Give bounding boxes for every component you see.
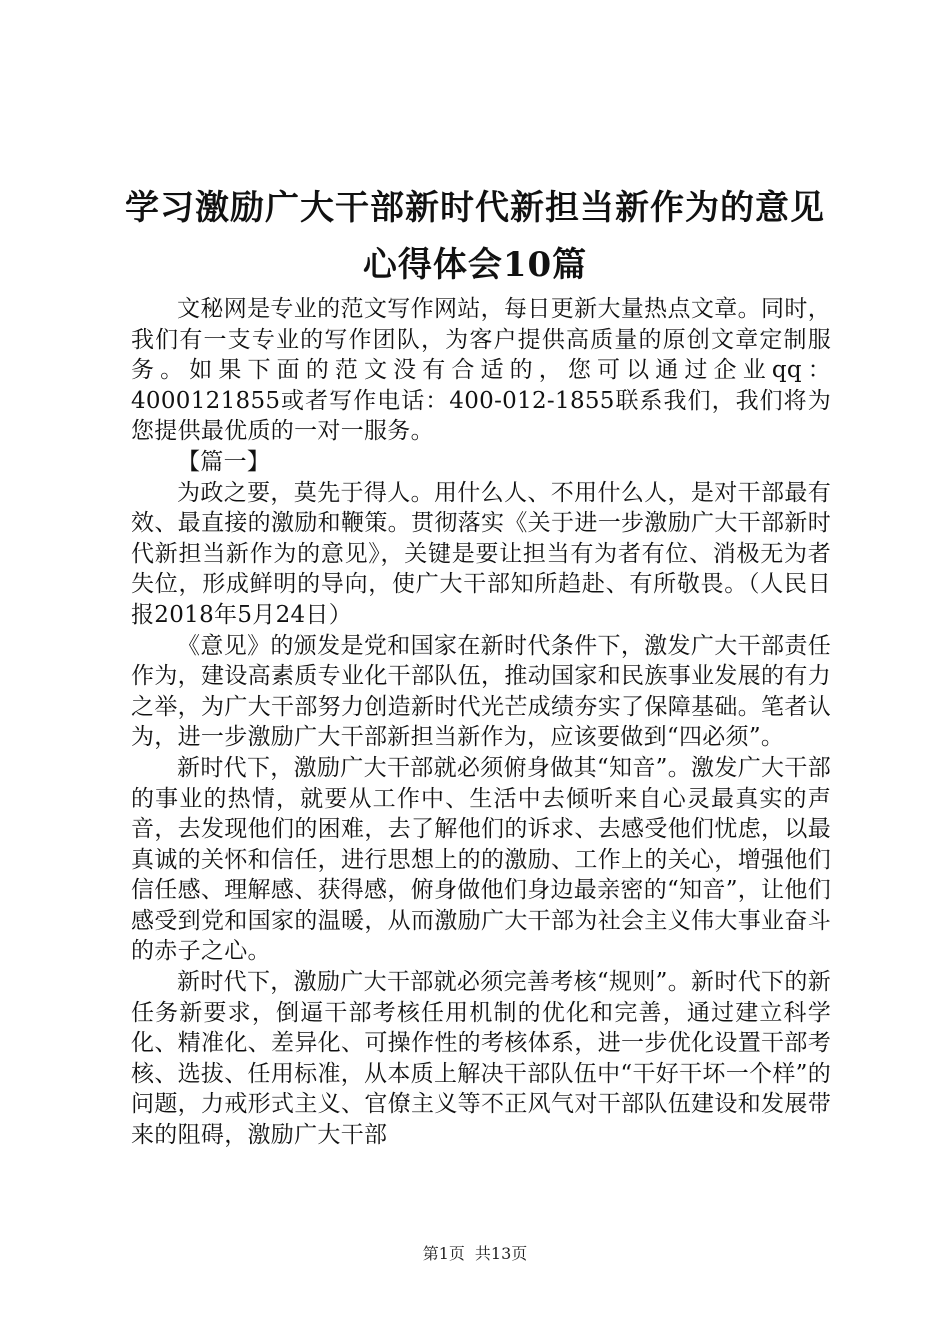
document-title-line-2: 心得体会10篇 [362, 245, 588, 285]
body-paragraph: 新时代下，激励广大干部就必须俯身做其“知音”。激发广大干部的事业的热情，就要从工作中、生活中去倾听来自心灵最真实的声音，去发现他们的困难，去了解他们的诉求、去感受他们忧虑，以最真诚的关怀和信任，进行思想上的的激励、工作上的关心，增强他们信任感、理解感、获得感，俯身做他们身边最亲密的“知音”，让他们感受到党和国家的温暖，从而激励广大干部为社会主义伟大事业奋斗的赤子之心。 [131, 754, 831, 965]
page-footer [0, 1244, 950, 1264]
intro-paragraph: 文秘网是专业的范文写作网站，每日更新大量热点文章。同时，我们有一支专业的写作团队，为客户提供高质量的原创文章定制服务。如果下面的范文没有合适的，您可以通过企业qq：4000121855或者写作电话：400-012-1855联系我们，我们将为您提供最优质的一对一服务。 [131, 296, 831, 445]
page-total: 共13页 [474, 1244, 528, 1263]
page-number: 第1页 [422, 1244, 465, 1263]
document-body [131, 294, 831, 1151]
body-paragraph: 新时代下，激励广大干部就必须完善考核“规则”。新时代下的新任务新要求，倒逼干部考核任用机制的优化和完善，通过建立科学化、精准化、差异化、可操作性的考核体系，进一步优化设置干部考核、选拔、任用标准，从本质上解决干部队伍中“干好干坏一个样”的问题，力戒形式主义、官僚主义等不正风气对干部队伍建设和发展带来的阻碍，激励广大干部 [131, 969, 831, 1149]
document-title-line-1: 学习激励广大干部新时代新担当新作为的意见 [125, 188, 825, 228]
body-paragraph: 为政之要，莫先于得人。用什么人、不用什么人，是对干部最有效、最直接的激励和鞭策。贯彻落实《关于进一步激励广大干部新时代新担当新作为的意见》，关键是要让担当有为者有位、消极无为者失位，形成鲜明的导向，使广大干部知所趋赴、有所敬畏。（人民日报2018年5月24日） [131, 479, 831, 628]
section-heading: 【篇一】 [177, 448, 271, 475]
body-paragraph: 《意见》的颁发是党和国家在新时代条件下，激发广大干部责任作为，建设高素质专业化干部队伍，推动国家和民族事业发展的有力之举，为广大干部努力创造新时代光芒成绩夯实了保障基础。笔者认为，进一步激励广大干部新担当新作为，应该要做到“四必须”。 [131, 632, 831, 751]
